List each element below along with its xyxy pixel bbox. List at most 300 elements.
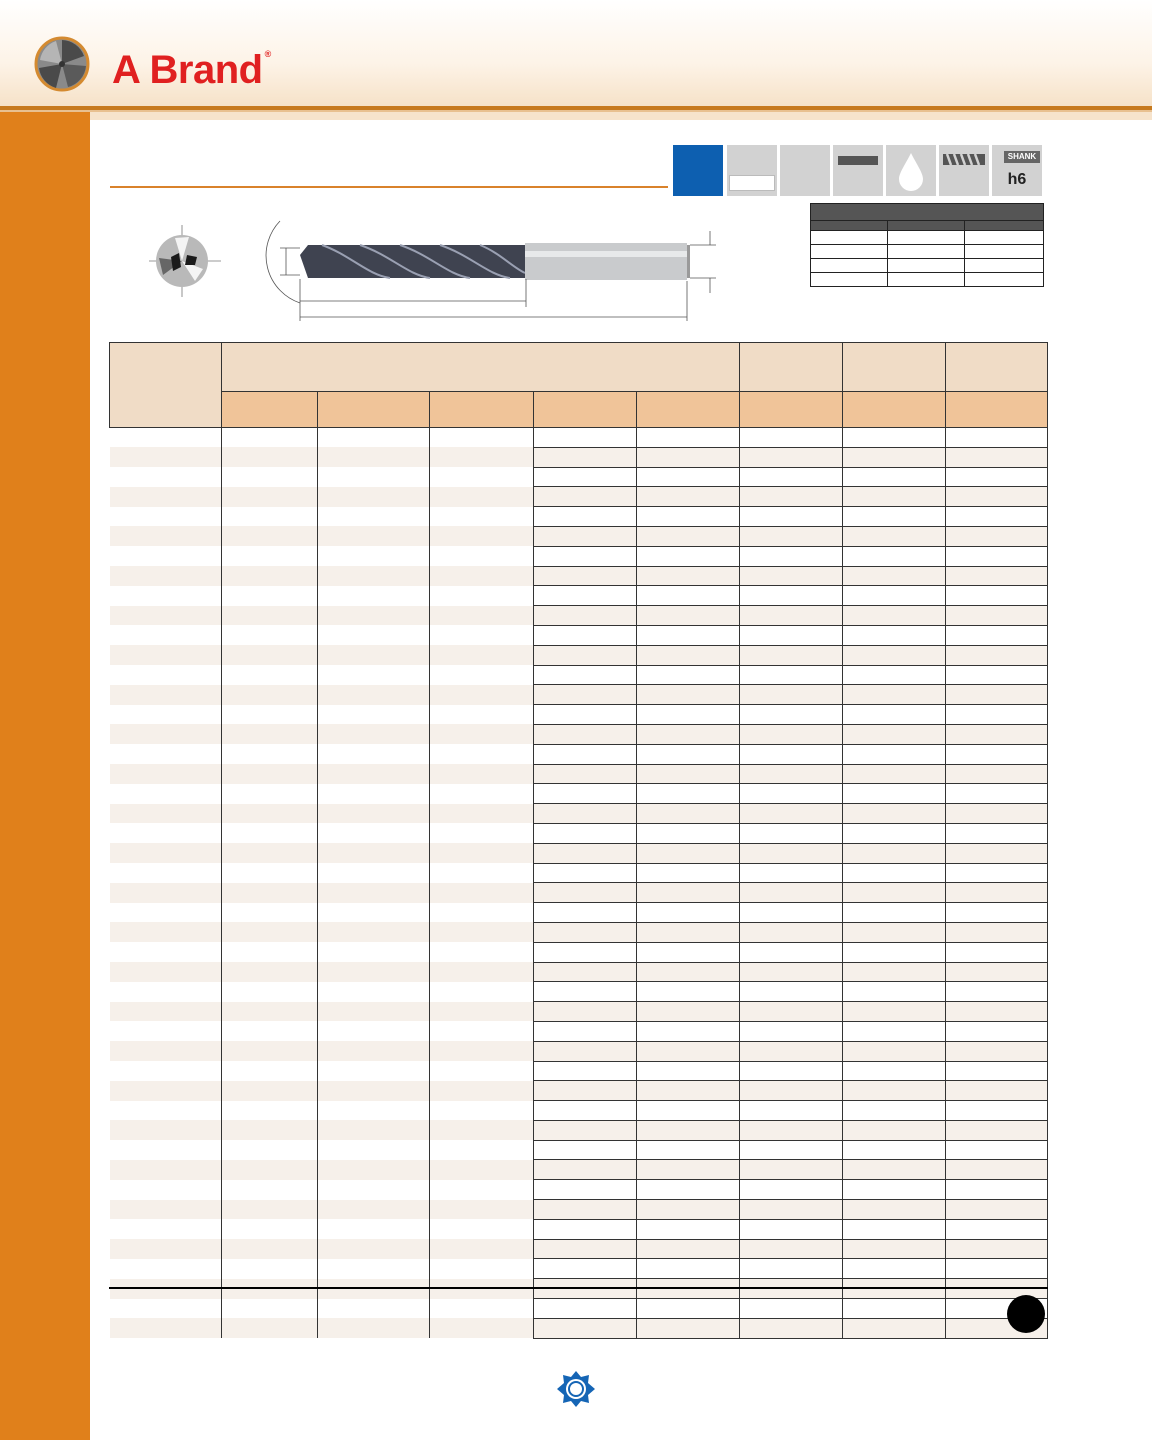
table-cell bbox=[110, 526, 222, 546]
table-cell bbox=[222, 685, 318, 705]
table-row bbox=[110, 625, 1048, 645]
table-row bbox=[110, 1002, 1048, 1022]
spec-cell bbox=[965, 245, 1044, 259]
table-cell bbox=[222, 1318, 318, 1338]
table-cell bbox=[946, 1140, 1048, 1160]
table-cell bbox=[534, 1299, 637, 1319]
table-cell bbox=[843, 843, 946, 863]
table-cell bbox=[534, 724, 637, 744]
table-cell bbox=[843, 1101, 946, 1121]
table-cell bbox=[637, 606, 740, 626]
table-cell bbox=[222, 724, 318, 744]
table-subheader-cell bbox=[534, 392, 637, 428]
table-cell bbox=[222, 467, 318, 487]
table-cell bbox=[637, 1180, 740, 1200]
table-row bbox=[110, 685, 1048, 705]
blank-tile bbox=[780, 145, 830, 196]
table-cell bbox=[430, 1101, 534, 1121]
blue-tile bbox=[673, 145, 723, 196]
table-subheader-cell bbox=[318, 392, 430, 428]
table-cell bbox=[637, 1200, 740, 1220]
table-cell bbox=[637, 903, 740, 923]
table-subheader-cell bbox=[740, 392, 843, 428]
table-cell bbox=[110, 1021, 222, 1041]
table-cell bbox=[430, 447, 534, 467]
table-cell bbox=[843, 764, 946, 784]
table-cell bbox=[222, 566, 318, 586]
table-cell bbox=[740, 1101, 843, 1121]
spec-row bbox=[811, 259, 1044, 273]
table-cell bbox=[534, 1160, 637, 1180]
table-cell bbox=[843, 467, 946, 487]
brand-title bbox=[112, 30, 271, 94]
table-cell bbox=[637, 526, 740, 546]
table-cell bbox=[110, 685, 222, 705]
table-cell bbox=[430, 526, 534, 546]
table-cell bbox=[318, 1081, 430, 1101]
table-cell bbox=[740, 1318, 843, 1338]
table-cell bbox=[318, 863, 430, 883]
table-cell bbox=[843, 1120, 946, 1140]
table-cell bbox=[430, 962, 534, 982]
spec-row bbox=[811, 245, 1044, 259]
table-cell bbox=[946, 744, 1048, 764]
table-row bbox=[110, 764, 1048, 784]
table-row bbox=[110, 507, 1048, 527]
product-table bbox=[109, 342, 1048, 1339]
table-cell bbox=[637, 724, 740, 744]
table-cell bbox=[110, 1180, 222, 1200]
table-row bbox=[110, 1140, 1048, 1160]
table-cell bbox=[843, 962, 946, 982]
table-row bbox=[110, 526, 1048, 546]
table-cell bbox=[110, 566, 222, 586]
table-cell bbox=[740, 982, 843, 1002]
table-cell bbox=[430, 1299, 534, 1319]
table-subheader-cell bbox=[222, 392, 318, 428]
table-cell bbox=[843, 1259, 946, 1279]
table-row bbox=[110, 447, 1048, 467]
table-cell bbox=[740, 1160, 843, 1180]
table-row bbox=[110, 922, 1048, 942]
table-cell bbox=[740, 1140, 843, 1160]
table-cell bbox=[222, 1041, 318, 1061]
table-cell bbox=[430, 546, 534, 566]
helix-icon bbox=[939, 145, 989, 196]
table-cell bbox=[430, 566, 534, 586]
table-cell bbox=[318, 1318, 430, 1338]
table-cell bbox=[430, 903, 534, 923]
table-cell bbox=[740, 606, 843, 626]
table-cell bbox=[318, 1200, 430, 1220]
table-row bbox=[110, 1239, 1048, 1259]
table-cell bbox=[843, 1180, 946, 1200]
table-cell bbox=[222, 1120, 318, 1140]
table-cell bbox=[637, 922, 740, 942]
table-cell bbox=[843, 665, 946, 685]
table-cell bbox=[843, 1002, 946, 1022]
table-cell bbox=[534, 606, 637, 626]
table-cell bbox=[222, 764, 318, 784]
table-cell bbox=[318, 685, 430, 705]
table-cell bbox=[534, 843, 637, 863]
table-cell bbox=[637, 883, 740, 903]
table-row bbox=[110, 1160, 1048, 1180]
table-cell bbox=[740, 804, 843, 824]
table-cell bbox=[740, 1259, 843, 1279]
table-cell bbox=[318, 922, 430, 942]
table-cell bbox=[843, 586, 946, 606]
table-cell bbox=[637, 645, 740, 665]
table-cell bbox=[946, 1101, 1048, 1121]
table-cell bbox=[110, 1041, 222, 1061]
table-cell bbox=[740, 467, 843, 487]
table-row bbox=[110, 1120, 1048, 1140]
table-cell bbox=[534, 1318, 637, 1338]
table-cell bbox=[222, 1021, 318, 1041]
table-cell bbox=[637, 1101, 740, 1121]
table-cell bbox=[110, 586, 222, 606]
table-cell bbox=[946, 507, 1048, 527]
table-cell bbox=[740, 428, 843, 448]
table-cell bbox=[843, 705, 946, 725]
table-cell bbox=[637, 962, 740, 982]
table-cell bbox=[222, 1259, 318, 1279]
table-cell bbox=[318, 467, 430, 487]
table-cell bbox=[430, 942, 534, 962]
table-cell bbox=[430, 645, 534, 665]
table-cell bbox=[318, 1041, 430, 1061]
table-cell bbox=[318, 962, 430, 982]
table-cell bbox=[430, 1041, 534, 1061]
table-cell bbox=[430, 1259, 534, 1279]
table-cell bbox=[534, 1061, 637, 1081]
table-cell bbox=[318, 606, 430, 626]
table-cell bbox=[110, 823, 222, 843]
table-row bbox=[110, 863, 1048, 883]
table-cell bbox=[430, 883, 534, 903]
shank-label: SHANK bbox=[1004, 151, 1040, 163]
table-cell bbox=[946, 962, 1048, 982]
table-cell bbox=[946, 606, 1048, 626]
table-cell bbox=[946, 1259, 1048, 1279]
table-cell bbox=[222, 823, 318, 843]
table-header-cell bbox=[110, 343, 222, 428]
table-cell bbox=[110, 863, 222, 883]
table-cell bbox=[222, 447, 318, 467]
spec-subheader-cell bbox=[965, 221, 1044, 231]
table-cell bbox=[740, 1219, 843, 1239]
table-cell bbox=[110, 1318, 222, 1338]
table-cell bbox=[222, 804, 318, 824]
table-cell bbox=[843, 1318, 946, 1338]
table-cell bbox=[534, 823, 637, 843]
table-cell bbox=[110, 1061, 222, 1081]
spec-cell bbox=[888, 259, 965, 273]
table-cell bbox=[946, 764, 1048, 784]
table-cell bbox=[534, 428, 637, 448]
coolant-drop-icon bbox=[886, 145, 936, 196]
table-cell bbox=[318, 1140, 430, 1160]
table-cell bbox=[430, 428, 534, 448]
table-row bbox=[110, 1318, 1048, 1338]
table-row bbox=[110, 962, 1048, 982]
table-cell bbox=[843, 685, 946, 705]
table-cell bbox=[110, 784, 222, 804]
table-subheader-row bbox=[110, 392, 1048, 428]
table-cell bbox=[843, 823, 946, 843]
table-cell bbox=[110, 883, 222, 903]
table-cell bbox=[318, 1299, 430, 1319]
table-cell bbox=[843, 883, 946, 903]
table-cell bbox=[637, 625, 740, 645]
table-cell bbox=[843, 922, 946, 942]
table-row bbox=[110, 942, 1048, 962]
table-cell bbox=[946, 1200, 1048, 1220]
table-cell bbox=[946, 447, 1048, 467]
table-body bbox=[110, 428, 1048, 1339]
table-cell bbox=[637, 1041, 740, 1061]
table-cell bbox=[430, 1120, 534, 1140]
table-cell bbox=[946, 526, 1048, 546]
table-cell bbox=[318, 645, 430, 665]
table-cell bbox=[318, 1160, 430, 1180]
table-cell bbox=[740, 1081, 843, 1101]
table-cell bbox=[843, 1200, 946, 1220]
table-cell bbox=[222, 784, 318, 804]
table-cell bbox=[637, 1081, 740, 1101]
table-cell bbox=[318, 942, 430, 962]
table-cell bbox=[637, 1021, 740, 1041]
table-cell bbox=[534, 645, 637, 665]
table-cell bbox=[430, 586, 534, 606]
table-cell bbox=[946, 1021, 1048, 1041]
table-cell bbox=[946, 843, 1048, 863]
table-cell bbox=[430, 823, 534, 843]
table-cell bbox=[110, 962, 222, 982]
table-cell bbox=[534, 665, 637, 685]
table-row bbox=[110, 566, 1048, 586]
table-cell bbox=[318, 665, 430, 685]
table-cell bbox=[222, 843, 318, 863]
table-cell bbox=[318, 843, 430, 863]
table-cell bbox=[222, 1081, 318, 1101]
table-cell bbox=[430, 1318, 534, 1338]
table-row bbox=[110, 586, 1048, 606]
table-cell bbox=[637, 764, 740, 784]
table-cell bbox=[110, 467, 222, 487]
table-cell bbox=[534, 1259, 637, 1279]
spec-header-row bbox=[811, 204, 1044, 221]
table-cell bbox=[110, 705, 222, 725]
table-row bbox=[110, 1180, 1048, 1200]
table-cell bbox=[430, 606, 534, 626]
shank-h6-icon bbox=[992, 145, 1042, 196]
table-cell bbox=[318, 546, 430, 566]
table-cell bbox=[222, 883, 318, 903]
table-cell bbox=[110, 1140, 222, 1160]
table-cell bbox=[222, 428, 318, 448]
table-cell bbox=[110, 764, 222, 784]
table-cell bbox=[318, 1239, 430, 1259]
table-cell bbox=[222, 645, 318, 665]
table-cell bbox=[637, 1318, 740, 1338]
table-cell bbox=[740, 1021, 843, 1041]
table-cell bbox=[110, 487, 222, 507]
table-cell bbox=[110, 1101, 222, 1121]
table-cell bbox=[110, 1219, 222, 1239]
table-cell bbox=[318, 1120, 430, 1140]
spec-subheader-row bbox=[811, 221, 1044, 231]
table-cell bbox=[637, 863, 740, 883]
table-cell bbox=[110, 665, 222, 685]
table-cell bbox=[740, 1002, 843, 1022]
table-cell bbox=[637, 1120, 740, 1140]
table-row bbox=[110, 1061, 1048, 1081]
table-cell bbox=[110, 922, 222, 942]
table-row bbox=[110, 1101, 1048, 1121]
table-cell bbox=[430, 863, 534, 883]
table-cell bbox=[534, 685, 637, 705]
table-cell bbox=[430, 1140, 534, 1160]
tolerance-label: h6 bbox=[1007, 171, 1027, 188]
table-cell bbox=[430, 982, 534, 1002]
table-cell bbox=[740, 507, 843, 527]
table-cell bbox=[637, 586, 740, 606]
brand-name: A Brand bbox=[112, 48, 263, 92]
table-cell bbox=[222, 625, 318, 645]
drill-logo-icon bbox=[34, 36, 90, 92]
table-cell bbox=[637, 982, 740, 1002]
spec-subheader-cell bbox=[888, 221, 965, 231]
table-cell bbox=[946, 625, 1048, 645]
table-cell bbox=[637, 1259, 740, 1279]
table-cell bbox=[740, 546, 843, 566]
table-cell bbox=[222, 1140, 318, 1160]
table-cell bbox=[430, 1219, 534, 1239]
table-cell bbox=[110, 1160, 222, 1180]
table-cell bbox=[430, 922, 534, 942]
table-cell bbox=[430, 1081, 534, 1101]
table-cell bbox=[637, 487, 740, 507]
title-rule bbox=[110, 186, 668, 188]
spec-row bbox=[811, 273, 1044, 287]
table-cell bbox=[430, 665, 534, 685]
table-subheader-cell bbox=[430, 392, 534, 428]
table-cell bbox=[740, 744, 843, 764]
table-cell bbox=[430, 804, 534, 824]
table-cell bbox=[222, 507, 318, 527]
table-cell bbox=[534, 447, 637, 467]
table-cell bbox=[946, 883, 1048, 903]
drill-end-view bbox=[145, 225, 225, 297]
table-cell bbox=[222, 1002, 318, 1022]
table-cell bbox=[534, 507, 637, 527]
table-cell bbox=[110, 843, 222, 863]
coating-icon bbox=[727, 145, 777, 196]
table-cell bbox=[110, 982, 222, 1002]
table-cell bbox=[318, 804, 430, 824]
table-cell bbox=[430, 487, 534, 507]
table-header-row bbox=[110, 343, 1048, 392]
table-cell bbox=[534, 922, 637, 942]
table-cell bbox=[740, 705, 843, 725]
table-cell bbox=[946, 863, 1048, 883]
table-cell bbox=[637, 843, 740, 863]
table-cell bbox=[843, 804, 946, 824]
table-cell bbox=[946, 823, 1048, 843]
table-cell bbox=[843, 526, 946, 546]
table-cell bbox=[534, 1002, 637, 1022]
table-cell bbox=[637, 467, 740, 487]
spec-table bbox=[810, 203, 1044, 287]
table-cell bbox=[318, 764, 430, 784]
table-cell bbox=[430, 843, 534, 863]
table-cell bbox=[843, 724, 946, 744]
table-cell bbox=[946, 1219, 1048, 1239]
table-cell bbox=[946, 665, 1048, 685]
spec-subheader-cell bbox=[811, 221, 888, 231]
table-cell bbox=[318, 586, 430, 606]
table-cell bbox=[843, 784, 946, 804]
table-cell bbox=[843, 1021, 946, 1041]
table-cell bbox=[946, 1002, 1048, 1022]
table-subheader-cell bbox=[843, 392, 946, 428]
table-cell bbox=[843, 625, 946, 645]
table-cell bbox=[222, 962, 318, 982]
table-cell bbox=[740, 1200, 843, 1220]
page-marker bbox=[1007, 1295, 1045, 1333]
spec-cell bbox=[888, 231, 965, 245]
table-cell bbox=[534, 903, 637, 923]
table-cell bbox=[637, 546, 740, 566]
table-row bbox=[110, 1219, 1048, 1239]
table-cell bbox=[740, 823, 843, 843]
table-cell bbox=[222, 665, 318, 685]
table-cell bbox=[740, 962, 843, 982]
table-cell bbox=[110, 606, 222, 626]
table-cell bbox=[946, 784, 1048, 804]
table-cell bbox=[740, 566, 843, 586]
table-cell bbox=[430, 705, 534, 725]
table-cell bbox=[318, 428, 430, 448]
table-cell bbox=[843, 428, 946, 448]
table-cell bbox=[534, 1081, 637, 1101]
table-row bbox=[110, 883, 1048, 903]
table-cell bbox=[430, 784, 534, 804]
flute-length-icon bbox=[833, 145, 883, 196]
table-cell bbox=[222, 487, 318, 507]
table-cell bbox=[318, 784, 430, 804]
spec-cell bbox=[811, 231, 888, 245]
table-cell bbox=[740, 1299, 843, 1319]
table-cell bbox=[110, 804, 222, 824]
table-cell bbox=[946, 903, 1048, 923]
table-cell bbox=[843, 863, 946, 883]
table-cell bbox=[637, 1061, 740, 1081]
table-cell bbox=[110, 625, 222, 645]
table-cell bbox=[534, 1200, 637, 1220]
table-bottom-rule bbox=[109, 1287, 1048, 1289]
registered-mark: ® bbox=[264, 49, 271, 59]
table-cell bbox=[534, 1120, 637, 1140]
spec-cell bbox=[811, 273, 888, 287]
table-cell bbox=[318, 883, 430, 903]
table-row bbox=[110, 784, 1048, 804]
table-cell bbox=[843, 1081, 946, 1101]
table-cell bbox=[843, 507, 946, 527]
table-row bbox=[110, 1299, 1048, 1319]
